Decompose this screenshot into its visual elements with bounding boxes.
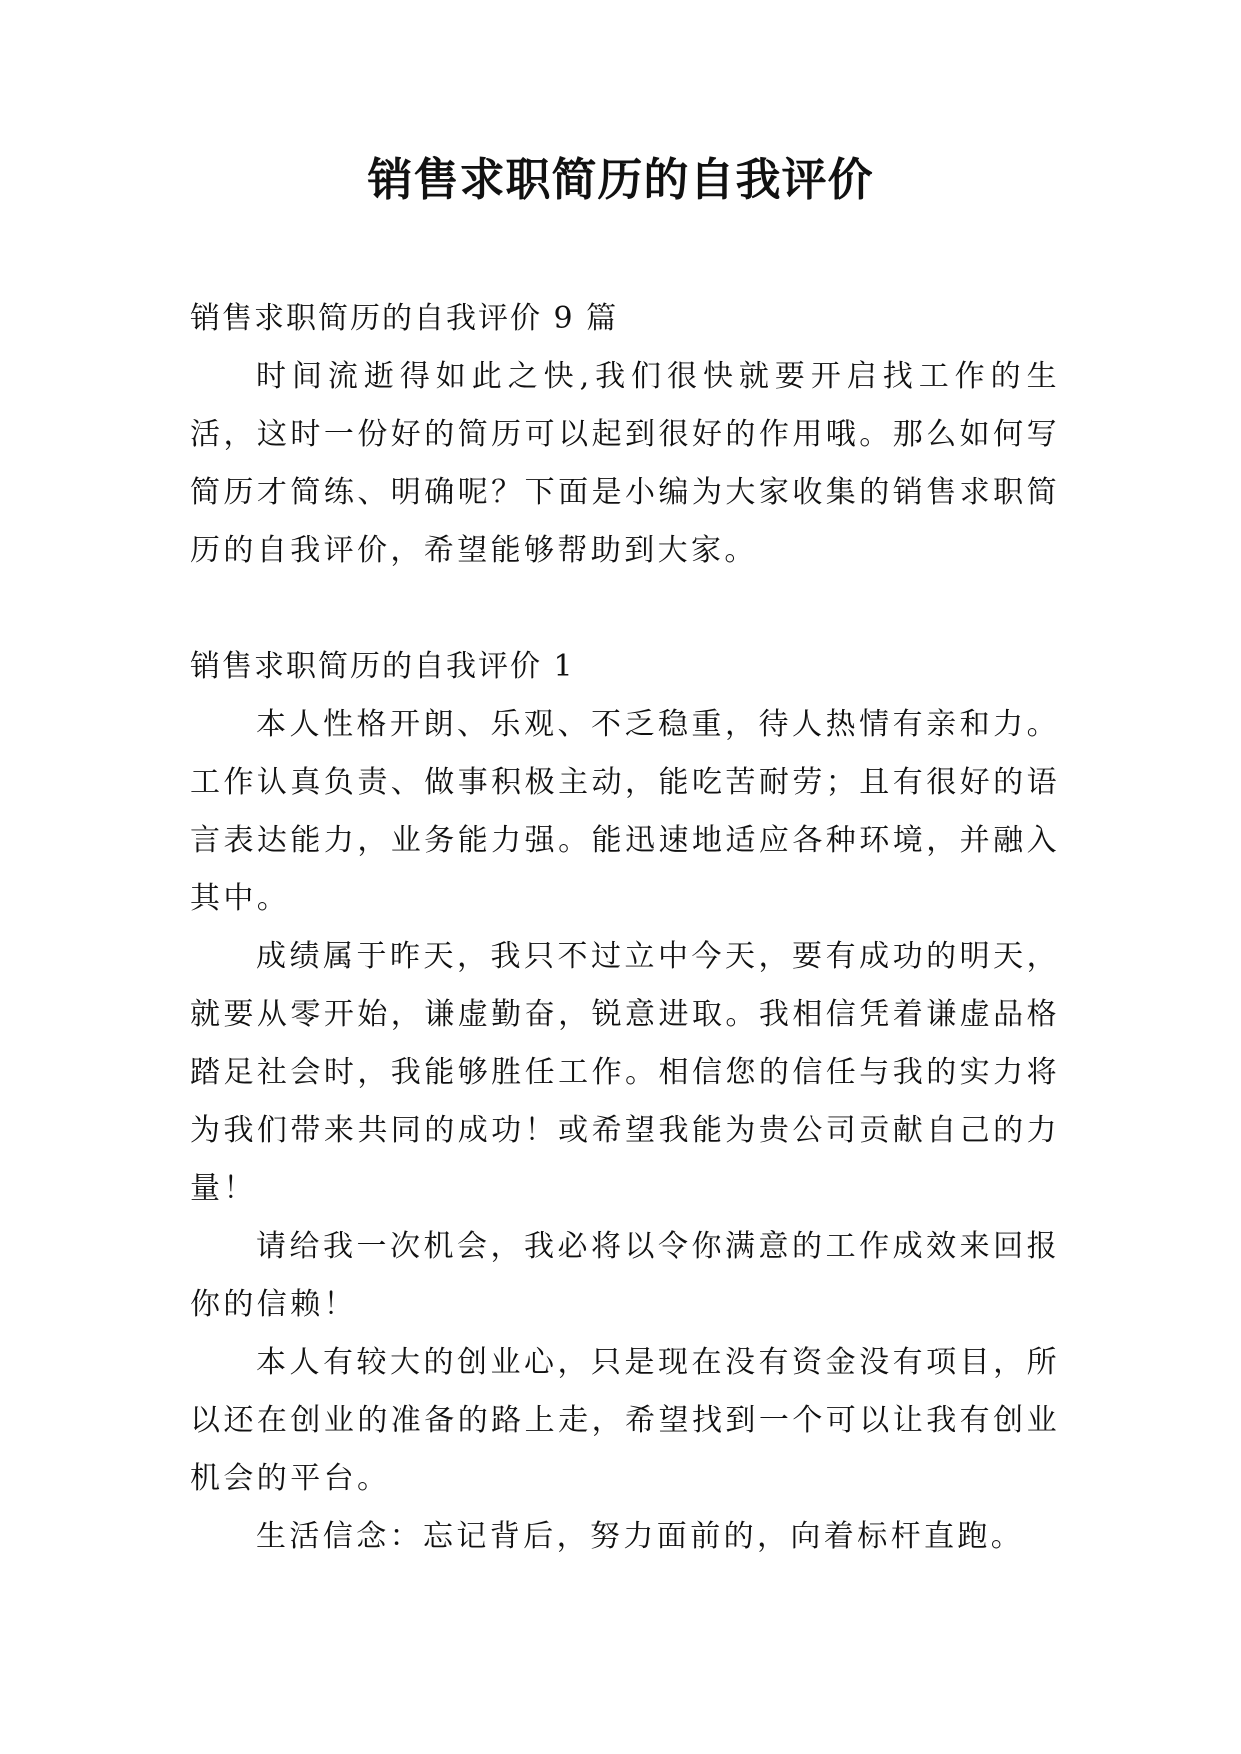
intro-paragraph: 时间流逝得如此之快,我们很快就要开启找工作的生活，这时一份好的简历可以起到很好的作用哦。那么如何写简历才简练、明确呢？下面是小编为大家收集的销售求职简历的自我评价，希望能够帮助到大家。 bbox=[190, 359, 1060, 568]
document-title: 销售求职简历的自我评价 bbox=[367, 153, 874, 206]
paragraph: 生活信念：忘记背后，努力面前的，向着标杆直跑。 bbox=[256, 1519, 1025, 1554]
paragraph: 成绩属于昨天，我只不过立中今天，要有成功的明天，就要从零开始，谦虚勤奋，锐意进取。我相信凭着谦虚品格踏足社会时，我能够胜任工作。相信您的信任与我的实力将为我们带来共同的成功！或希望我能为贵公司贡献自己的力量！ bbox=[190, 939, 1060, 1206]
paragraph: 请给我一次机会，我必将以令你满意的工作成效来回报你的信赖！ bbox=[190, 1229, 1060, 1322]
document-body bbox=[190, 290, 1060, 1566]
section-spacer bbox=[190, 580, 1060, 638]
section-heading: 销售求职简历的自我评价 1 bbox=[190, 649, 575, 684]
paragraph: 本人性格开朗、乐观、不乏稳重，待人热情有亲和力。工作认真负责、做事积极主动，能吃苦耐劳；且有很好的语言表达能力，业务能力强。能迅速地适应各种环境，并融入其中。 bbox=[190, 707, 1060, 916]
paragraph: 本人有较大的创业心，只是现在没有资金没有项目，所以还在创业的准备的路上走，希望找到一个可以让我有创业机会的平台。 bbox=[190, 1345, 1060, 1496]
intro-heading: 销售求职简历的自我评价 9 篇 bbox=[190, 301, 619, 336]
